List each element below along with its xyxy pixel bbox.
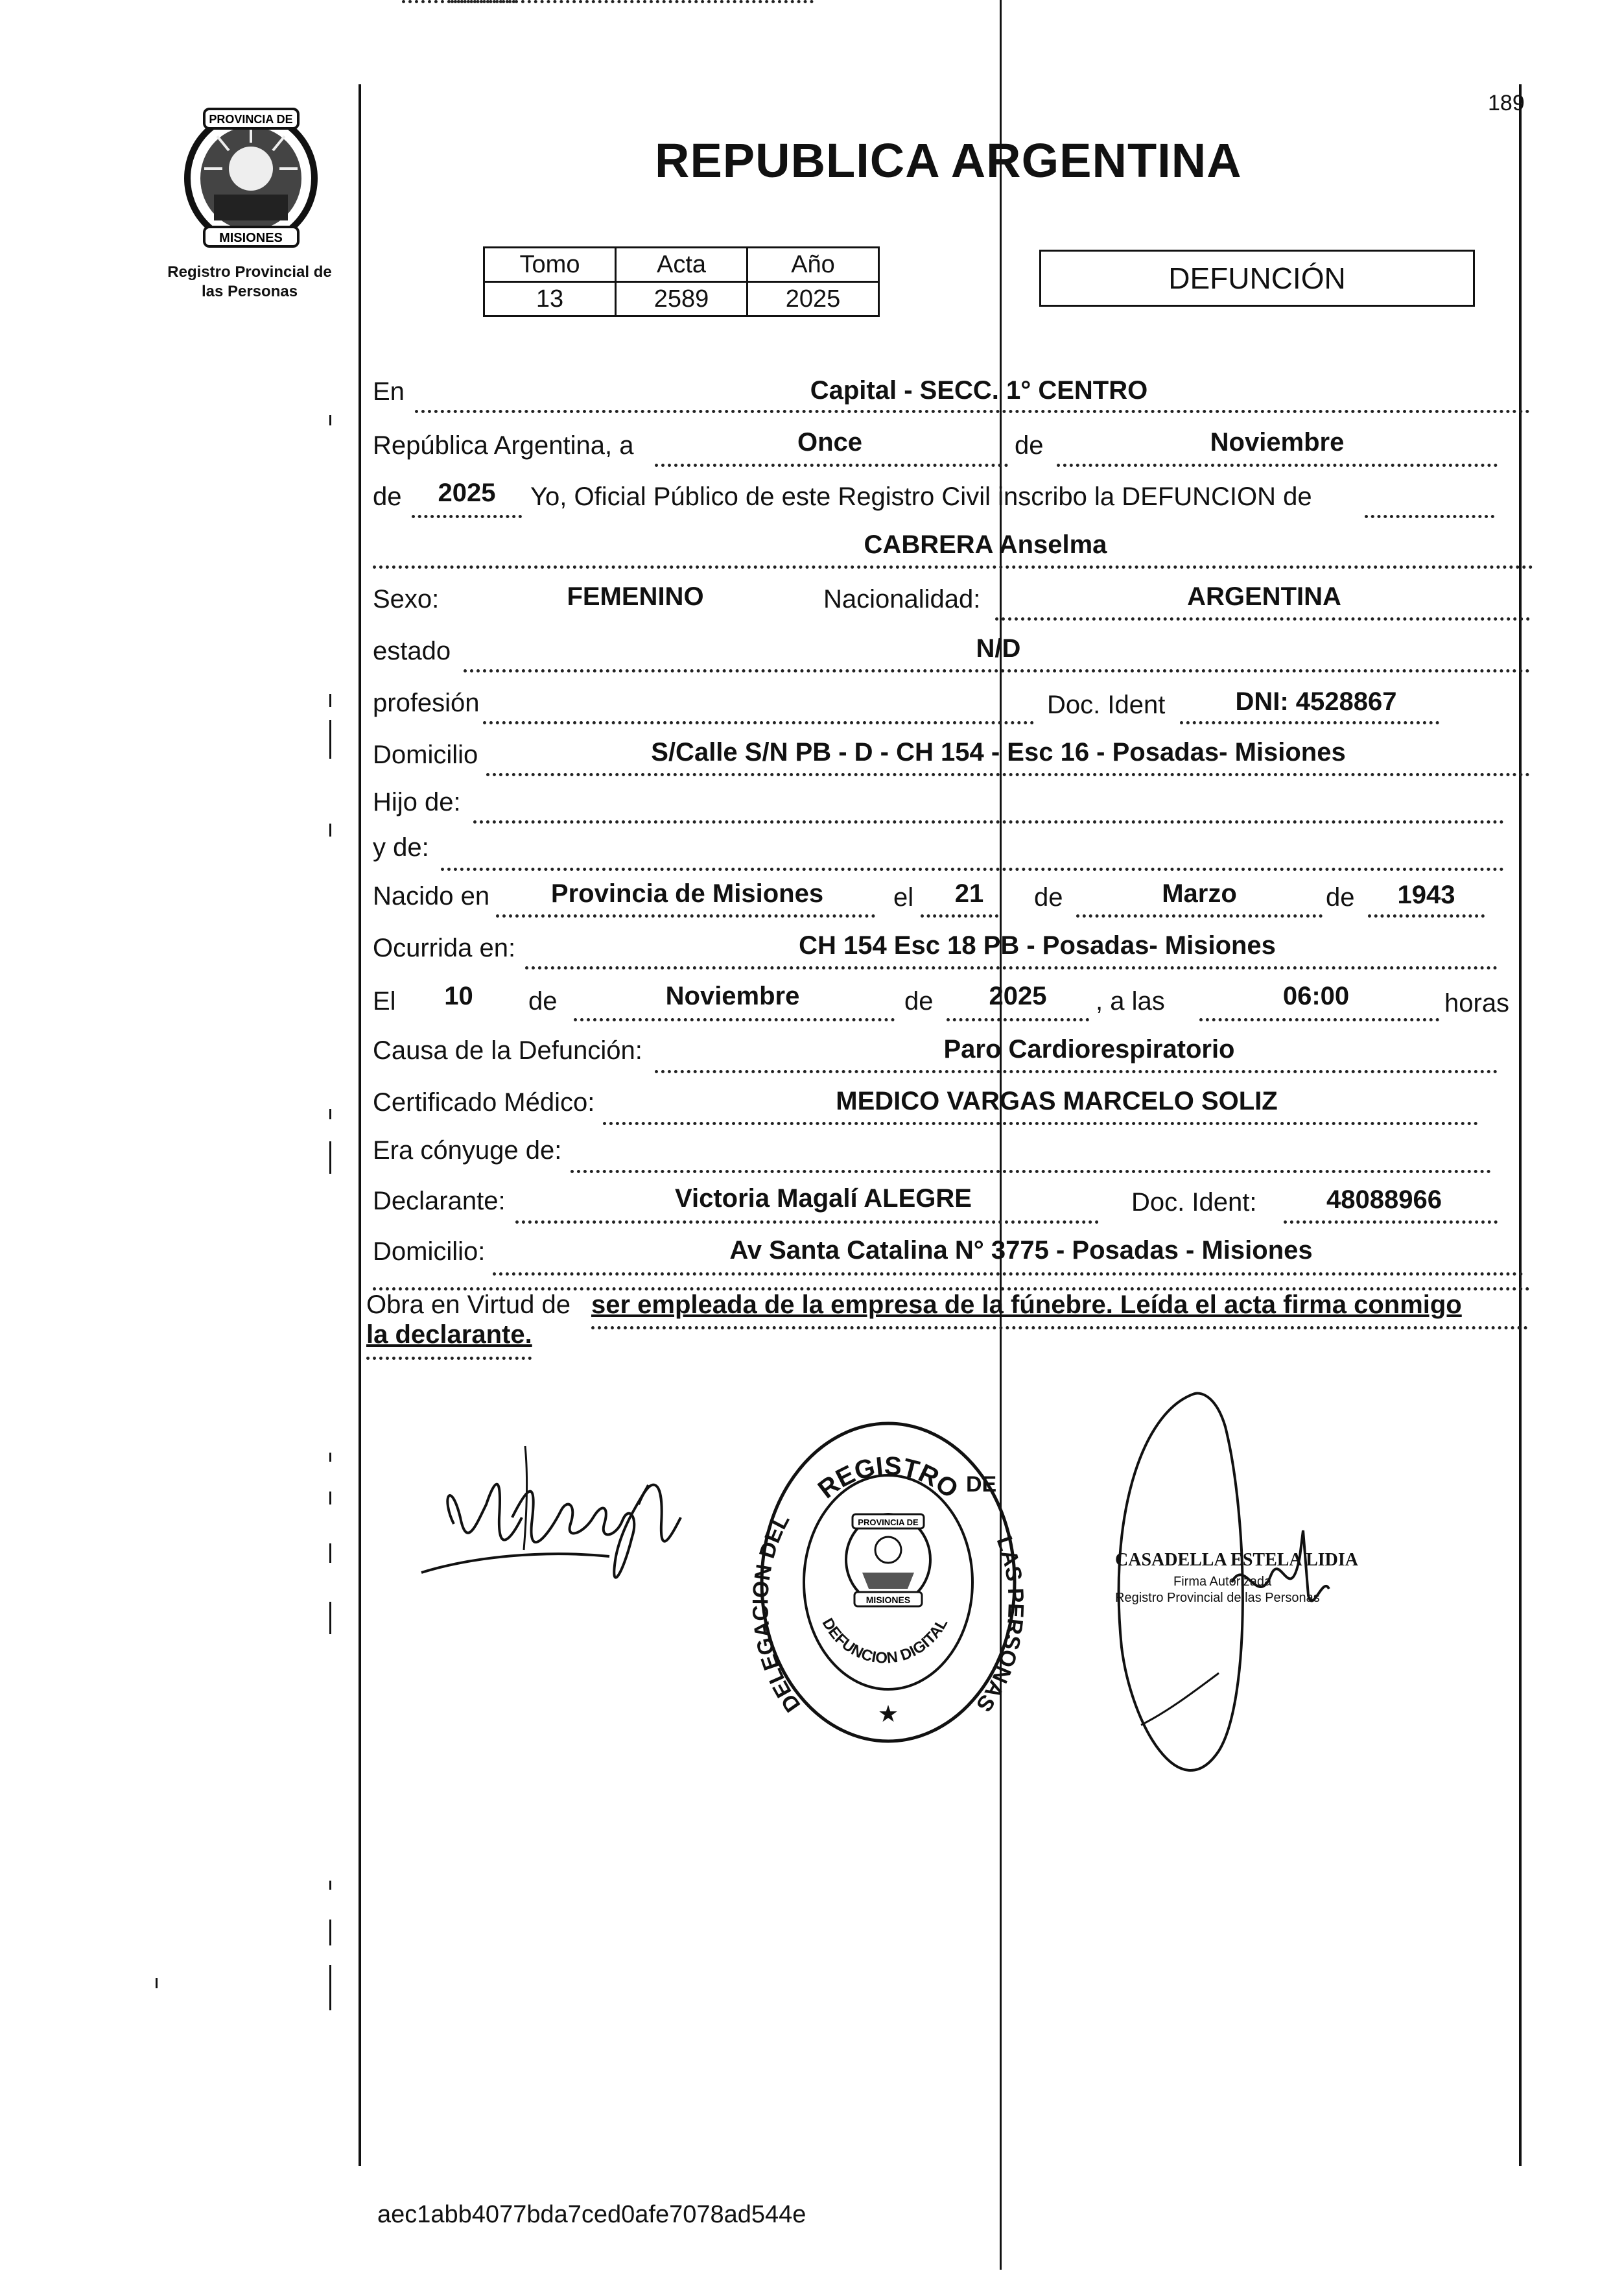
ocurrida-label: Ocurrida en: [373,934,516,962]
right-margin-line [1519,84,1522,2166]
obra-line1-dots [591,1326,1528,1329]
seal-star-icon: ★ [877,1700,899,1727]
certificado-value: MEDICO VARGAS MARCELO SOLIZ [836,1087,1278,1115]
domicilio-label: Domicilio [373,741,478,769]
svg-text:LAS PERSONAS [971,1533,1024,1717]
fecha-dia-value: 10 [444,982,473,1010]
fecha-mes-dots [574,1018,895,1021]
difunto-name: CABRERA Anselma [864,530,1107,559]
hora-value: 06:00 [1282,982,1350,1010]
dia-letras: Once [797,428,863,457]
en-dots [415,410,1530,413]
republica-label: República Argentina, a [373,431,634,460]
de-mes-label: de [1015,431,1044,460]
declarant-signature [415,1427,713,1608]
certificado-label: Certificado Médico: [373,1088,595,1117]
record-table-value: 2025 [747,282,879,316]
nac-mes-dots [1076,914,1323,918]
logo-caption-line2: las Personas [201,283,298,300]
decl-doc-value: 48088966 [1326,1185,1442,1214]
el-label: el [893,883,914,912]
record-table-header: Tomo [484,248,616,282]
declarante-dots [515,1220,1099,1224]
certificado-dots [603,1122,1478,1125]
nacido-dots [496,914,875,918]
record-type-box: DEFUNCIÓN [1039,250,1475,307]
document-hash: aec1abb4077bda7ced0afe7078ad544e [377,2201,806,2228]
causa-label: Causa de la Defunción: [373,1036,642,1065]
fecha-anio-value: 2025 [989,982,1047,1010]
page-number: 189 [1488,91,1525,115]
svg-text:DEFUNCION DIGITAL [819,1615,952,1667]
seal-ring-left: DELEG N DEL [752,1510,806,1717]
a-las-label: , a las [1096,987,1165,1016]
seal-ring-top: REGISTRO [812,1451,964,1504]
registry-round-seal [752,1410,1024,1754]
decl-doc-label: Doc. Ident: [1131,1188,1257,1217]
decl-doc-dots [1284,1220,1498,1224]
dia-dots [655,464,1008,467]
nac-anio-dots [1368,914,1485,918]
seal-center-top: PROVINCIA DE [858,1517,919,1527]
y-de-label: y de: [373,833,429,862]
sexo-label: Sexo: [373,585,440,613]
logo-seal-top-text: PROVINCIA DE [209,113,293,126]
anio-dots [412,515,522,518]
anio-value: 2025 [438,479,496,507]
horas-label: horas [1444,989,1510,1017]
mes-value: Noviembre [1210,428,1345,457]
declarante-value: Victoria Magalí ALEGRE [675,1184,972,1213]
difunto-dots [373,565,1533,569]
official-stamp-line2: Firma Autorizada [1173,1575,1272,1589]
fecha-de1-label: de [528,987,558,1016]
nac-dia-value: 21 [954,879,984,908]
profesion-dots [483,721,1034,724]
doc-ident-dots [1180,721,1439,724]
record-table-value-row [484,282,879,316]
obra-line1: ser empleada de la empresa de la fúnebre. Leída el acta firma conmigo [591,1290,1462,1319]
document-title: REPUBLICA ARGENTINA [655,134,1242,187]
declaration-text: Yo, Oficial Público de este Registro Civil inscribo la DEFUNCION de [530,482,1312,511]
conyuge-label: Era cónyuge de: [373,1136,562,1165]
doc-ident-label: Doc. Ident [1047,691,1166,719]
causa-dots [655,1070,1498,1073]
record-table-header: Acta [616,248,747,282]
sexo-value: FEMENINO [567,582,704,611]
nacido-label: Nacido en [373,882,490,910]
conyuge-dots [571,1170,1491,1173]
mes-dots [1057,464,1498,467]
logo-caption-line1: Registro Provincial de [167,263,332,281]
logo-seal-bottom-text: MISIONES [219,231,283,245]
official-stamp-scribble [1219,1517,1336,1641]
nacido-en-value: Provincia de Misiones [550,879,824,908]
nac-mes-value: Marzo [1162,879,1237,908]
official-stamp-line3: Registro Provincial de las Personas [1115,1591,1320,1605]
declarante-label: Declarante: [373,1187,506,1215]
profesion-label: profesión [373,689,480,717]
svg-text:DELEGACIÓN DEL [752,1510,805,1717]
decl-domicilio-value: Av Santa Catalina N° 3775 - Posadas - Misiones [729,1236,1313,1265]
record-table [483,246,880,317]
nac-de1-label: de [1034,883,1063,912]
nacionalidad-value: ARGENTINA [1187,582,1341,611]
fecha-el-label: El [373,987,396,1016]
decl-domicilio-label: Domicilio: [373,1237,486,1266]
en-value: Capital - SECC. 1° CENTRO [810,376,1148,405]
record-table-value: 13 [484,282,616,316]
seal-center-bottom: MISIONES [865,1595,911,1605]
nac-dia-dots [921,914,998,918]
obra-label: Obra en Virtud de [366,1290,571,1319]
nacionalidad-label: Nacionalidad: [823,585,981,613]
fecha-mes-value: Noviembre [665,982,800,1010]
nac-de2-label: de [1326,883,1355,912]
provincial-seal-logo [178,104,324,250]
ocurrida-en-value: CH 154 Esc 18 PB - Posadas- Misiones [799,931,1276,960]
y-de-dots [441,868,1504,871]
doc-ident-value: DNI: 4528867 [1235,687,1397,716]
seal-ring-right-2: LAS SONAS [971,1532,1024,1717]
domicilio-dots [486,773,1530,776]
official-stamp-name: CASADELLA ESTELA LIDIA [1115,1550,1359,1570]
obra-line2: la declarante. [366,1320,532,1349]
ocurrida-dots [525,966,1498,969]
domicilio-value: S/Calle S/N PB - D - CH 154 - Esc 16 - Posadas- Misiones [651,738,1346,767]
svg-text:REGISTRO [813,1452,963,1504]
record-table-header-row [484,248,879,282]
nacionalidad-dots [995,617,1530,621]
decl-domicilio-dots [493,1272,1524,1276]
fecha-anio-dots [947,1018,1089,1021]
scan-fold-line [1000,0,1002,2270]
estado-dots [464,669,1530,672]
hijo-de-label: Hijo de: [373,788,461,816]
hora-dots [1199,1018,1439,1021]
fecha-de2-label: de [904,987,934,1016]
record-table-value: 2589 [616,282,747,316]
estado-label: estado [373,637,451,665]
left-margin-line [359,84,361,2166]
nac-anio-value: 1943 [1397,881,1455,909]
declaration-dots [1365,515,1494,518]
estado-value: N/D [976,634,1021,663]
hijo-de-dots [473,820,1504,824]
logo-caption [146,263,353,302]
seal-inner-arc: DEFUNCION DIGITAL [818,1615,952,1667]
obra-line2-dots [366,1357,532,1360]
fecha-dia-dots [402,0,515,3]
causa-value: Paro Cardiorespiratorio [943,1035,1235,1064]
en-label: En [373,377,405,406]
seal-ring-right-1: DE [966,1472,997,1497]
de-year-label: de [373,482,402,511]
record-table-header: Año [747,248,879,282]
